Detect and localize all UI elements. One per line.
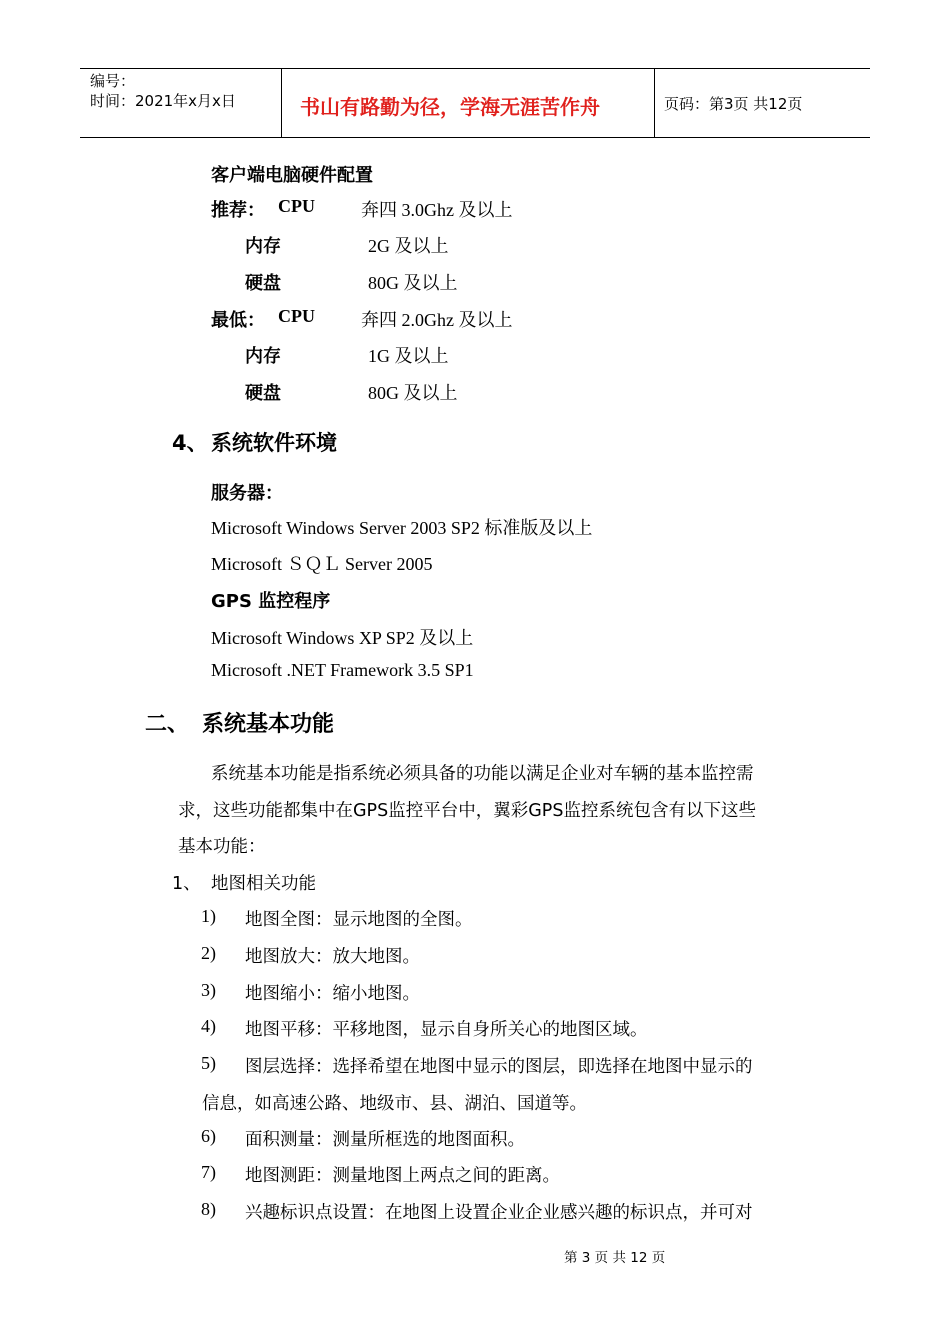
intro-line: 系统基本功能是指系统必须具备的功能以满足企业对车辆的基本监控需 [211, 764, 754, 784]
gps-label: GPS 监控程序 [211, 591, 331, 612]
section2-title: 系统基本功能 [202, 712, 335, 737]
min-disk-name: 硬盘 [245, 383, 281, 404]
header-motto: 书山有路勤为径，学海无涯苦作舟 [300, 95, 600, 119]
rec-disk-value: 80G 及以上 [368, 273, 458, 293]
min-memory-name: 内存 [245, 346, 281, 367]
subsection-number: 1、 [172, 874, 201, 894]
rec-cpu-name: CPU [278, 196, 315, 216]
rec-cpu-value: 奔四 3.0Ghz 及以上 [361, 200, 513, 220]
list-item-number: 5) [201, 1053, 216, 1073]
header-page-info: 页码：第3页 共12页 [664, 95, 803, 113]
list-item: 地图全图：显示地图的全图。 [245, 910, 473, 930]
list-item-number: 8) [201, 1199, 216, 1219]
list-item-number: 6) [201, 1126, 216, 1146]
list-item: 地图平移：平移地图，显示自身所关心的地图区域。 [245, 1020, 648, 1040]
list-item-number: 1) [201, 906, 216, 926]
gps-item: Microsoft .NET Framework 3.5 SP1 [211, 660, 474, 680]
min-cpu-name: CPU [278, 306, 315, 326]
min-disk-value: 80G 及以上 [368, 383, 458, 403]
list-item: 地图缩小：缩小地图。 [245, 984, 420, 1004]
server-label: 服务器： [211, 483, 283, 504]
intro-line: 基本功能： [178, 837, 266, 857]
recommended-label: 推荐： [211, 200, 265, 221]
server-item: Microsoft Windows Server 2003 SP2 标准版及以上 [211, 518, 593, 538]
page-footer: 第 3 页 共 12 页 [564, 1250, 666, 1266]
intro-line: 求，这些功能都集中在GPS监控平台中，翼彩GPS监控系统包含有以下这些 [178, 801, 756, 821]
software-title: 系统软件环境 [211, 431, 337, 455]
hardware-title: 客户端电脑硬件配置 [211, 165, 373, 186]
header-divider-2 [654, 69, 655, 137]
list-item-number: 3) [201, 980, 216, 1000]
list-item: 地图放大：放大地图。 [245, 947, 420, 967]
rec-disk-name: 硬盘 [245, 273, 281, 294]
software-number: 4、 [172, 431, 208, 455]
header-serial-label: 编号： [90, 72, 136, 90]
section2-number: 二、 [145, 712, 190, 737]
list-item-continuation: 信息，如高速公路、地级市、县、湖泊、国道等。 [202, 1094, 587, 1114]
server-item: Microsoft ＳＱＬ Server 2005 [211, 554, 433, 574]
list-item: 图层选择：选择希望在地图中显示的图层，即选择在地图中显示的 [245, 1057, 753, 1077]
list-item: 兴趣标识点设置：在地图上设置企业企业感兴趣的标识点，并可对 [245, 1203, 753, 1223]
list-item: 地图测距：测量地图上两点之间的距离。 [245, 1166, 560, 1186]
min-memory-value: 1G 及以上 [368, 346, 449, 366]
min-cpu-value: 奔四 2.0Ghz 及以上 [361, 310, 513, 330]
header-divider-1 [281, 69, 282, 137]
subsection-title: 地图相关功能 [211, 874, 316, 894]
list-item-number: 4) [201, 1016, 216, 1036]
list-item-number: 7) [201, 1162, 216, 1182]
list-item: 面积测量：测量所框选的地图面积。 [245, 1130, 525, 1150]
rec-memory-name: 内存 [245, 236, 281, 257]
rec-memory-value: 2G 及以上 [368, 236, 449, 256]
header-date: 时间：2021年x月x日 [90, 92, 236, 110]
minimum-label: 最低： [211, 310, 265, 331]
gps-item: Microsoft Windows XP SP2 及以上 [211, 628, 474, 648]
list-item-number: 2) [201, 943, 216, 963]
